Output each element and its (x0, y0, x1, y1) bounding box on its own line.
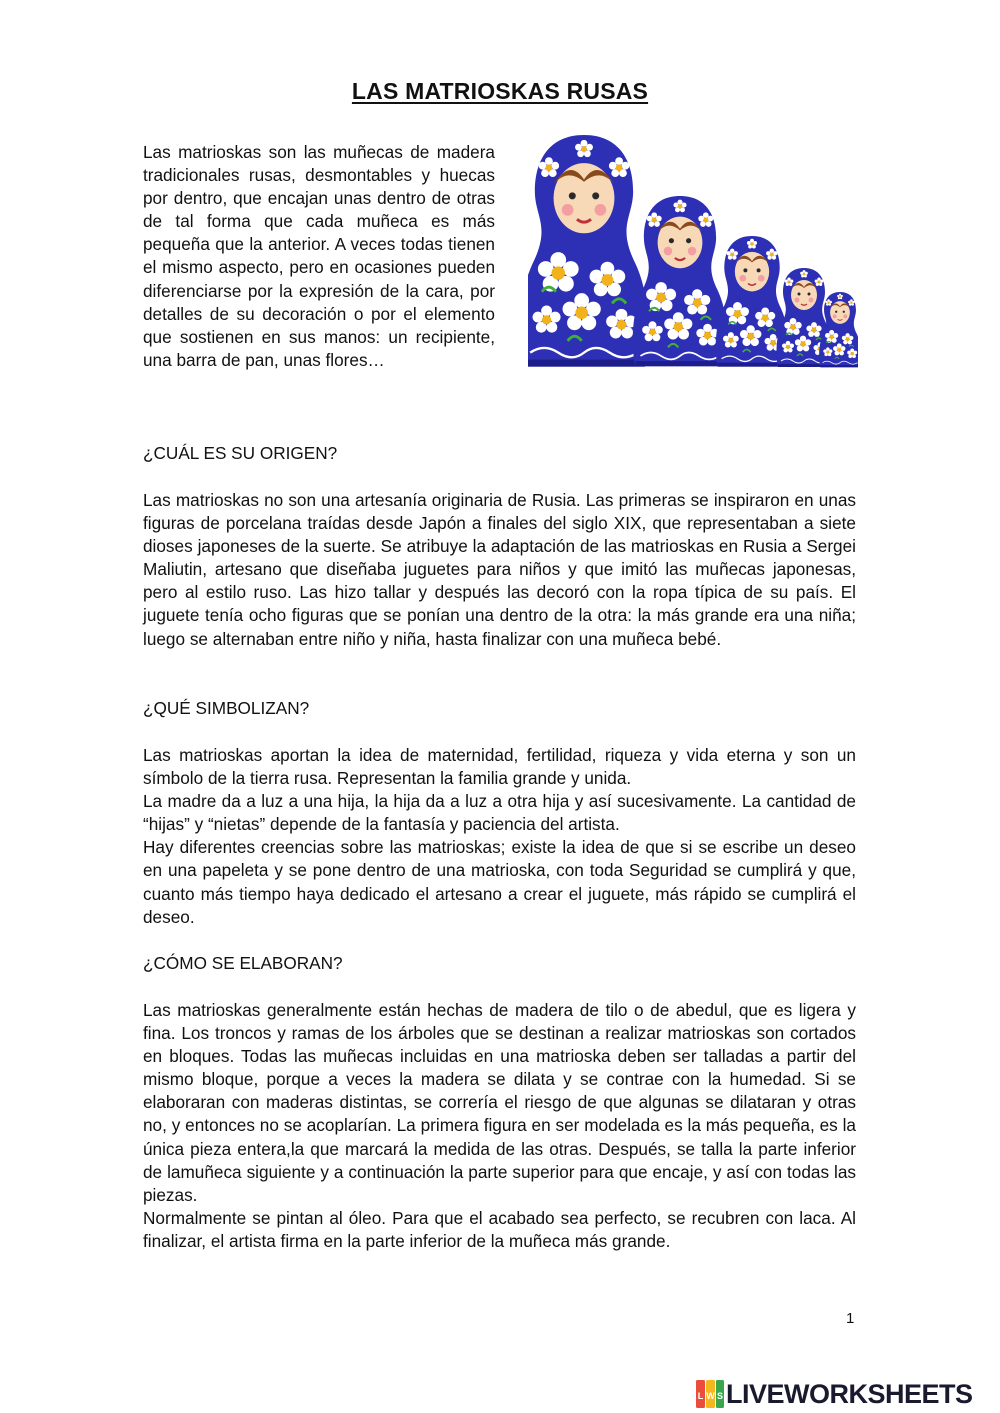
liveworksheets-brand-text: LIVEWORKSHEETS (726, 1378, 973, 1409)
liveworksheets-brand[interactable] (696, 1378, 973, 1410)
matryoshka-dolls-image (528, 132, 858, 372)
page-number: 1 (846, 1310, 855, 1327)
document-title (0, 78, 1000, 105)
section-body-making (143, 999, 856, 1253)
doll-large (528, 135, 648, 367)
liveworksheets-logo-icon (696, 1380, 724, 1408)
section-body-symbolism (143, 744, 856, 929)
doll-medium (633, 196, 728, 366)
paragraph: Las matrioskas no son una artesanía originaria de Rusia. Las primeras se inspiraron en unas figuras de porcelana traídas desde Japón a finales del siglo XIX, que representaban a siete dioses japoneses de la suerte. Se atribuye la adaptación de las matrioskas en Rusia a Sergei Maliutin, artesano que diseñaba juguetes para niños y que imitó las muñecas japonesas, pero al estilo ruso. Las hizo tallar y después las decoró con la ropa típica de su país. El juguete tenía ocho figuras que se ponían una dentro de la otra: la más grande era una niña; luego se alternaban entre niño y niña, hasta finalizar con una muñeca bebé. (143, 490, 856, 649)
paragraph: Las matrioskas generalmente están hechas de madera de tilo o de abedul, que es ligera y fina. Los troncos y ramas de los árboles que se destinan a realizar matrioskas son cortados en bloques. Todas las muñecas incluidas en una matrioska deben ser talladas a partir del mismo bloque, porque a veces la madera se dilata y se contrae con la humedad. Si se elaboraran con maderas distintas, se correría el riesgo de que algunas se dilataran y otras no, y entonces no se acoplarían. La primera figura en ser modelada es la más pequeña, es la única pieza entera,la que marcará la medida de las otras. Después, se talla la parte inferior de lamuñeca siguiente y a continuación la parte superior para que encaje, y así con todas las piezas. (143, 1000, 856, 1205)
paragraph: Hay diferentes creencias sobre las matrioskas; existe la idea de que si se escribe un deseo en una papeleta y se pone dentro de una matrioska, con toda Seguridad se cumplirá y que, cuanto más tiempo haya dedicado el artesano a crear el juguete, más rápido se cumplirá el deseo. (143, 837, 856, 927)
svg-text:L: L (697, 1391, 704, 1401)
section-heading-origin: ¿CUÁL ES SU ORIGEN? (143, 443, 338, 463)
svg-text:W: W (706, 1391, 715, 1401)
section-heading-symbolism: ¿QUÉ SIMBOLIZAN? (143, 698, 310, 718)
document-title-text: LAS MATRIOSKAS RUSAS (351, 78, 649, 104)
svg-text:S: S (716, 1391, 724, 1401)
paragraph: Las matrioskas aportan la idea de maternidad, fertilidad, riqueza y vida eterna y son un símbolo de la tierra rusa. Representan la familia grande y unida. (143, 745, 856, 789)
intro-paragraph: Las matrioskas son las muñecas de madera tradicionales rusas, desmontables y huecas por dentro, que encajan unas dentro de otras de tal forma que cada muñeca es más pequeña que la anterior. A veces todas tienen el mismo aspecto, pero en ocasiones pueden diferenciarse por la expresión de la cara, por detalles de su decoración o por el elemento que sostienen en sus manos: un recipiente, una barra de pan, unas flores… (143, 142, 495, 370)
section-body-origin (143, 489, 856, 651)
section-heading-making: ¿CÓMO SE ELABORAN? (143, 953, 343, 973)
paragraph: La madre da a luz a una hija, la hija da a luz a otra hija y así sucesivamente. La cantidad de “hijas” y “nietas” depende de la fantasía y paciencia del artista. (143, 791, 856, 835)
paragraph: Normalmente se pintan al óleo. Para que el acabado sea perfecto, se recubren con laca. Al finalizar, el artista firma en la parte inferior de la muñeca más grande. (143, 1207, 856, 1251)
